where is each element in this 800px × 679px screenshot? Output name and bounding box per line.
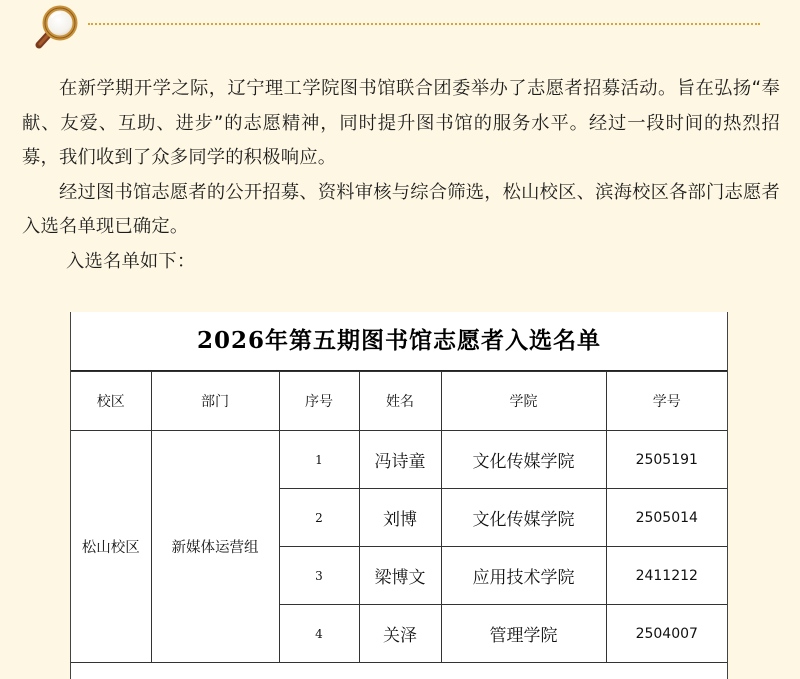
- name-cell: 刘博: [359, 489, 441, 547]
- header-seq: 序号: [279, 372, 359, 431]
- article-body: [22, 72, 780, 279]
- student-id-cell: 2505191: [606, 431, 727, 489]
- student-id-cell: 2504007: [606, 605, 727, 663]
- paragraph-selection: 经过图书馆志愿者的公开招募、资料审核与综合筛选，松山校区、滨海校区各部门志愿者入选名单现已确定。: [22, 181, 780, 237]
- student-id-cell: 2505014: [606, 489, 727, 547]
- name-cell: 冯诗童: [359, 431, 441, 489]
- header-department: 部门: [151, 372, 279, 431]
- paragraph-intro: 在新学期开学之际，辽宁理工学院图书馆联合团委举办了志愿者招募活动。旨在弘扬“奉献、友爱、互助、进步”的志愿精神，同时提升图书馆的服务水平。经过一段时间的热烈招募，我们收到了众多同学的积极响应。: [22, 78, 780, 168]
- header-student-id: 学号: [606, 372, 727, 431]
- magnifier-icon: [30, 4, 90, 56]
- table-header-row: [71, 372, 727, 431]
- seq-cell: 2: [279, 489, 359, 547]
- name-cell: 梁博文: [359, 547, 441, 605]
- table-title: 2026年第五期图书馆志愿者入选名单: [71, 312, 727, 371]
- roster-table: [71, 371, 727, 663]
- header-campus: 校区: [71, 372, 151, 431]
- college-cell: 文化传媒学院: [441, 431, 606, 489]
- table-row: [71, 431, 727, 489]
- section-header: [30, 4, 770, 54]
- volunteer-roster: [70, 312, 728, 679]
- name-cell: 关泽: [359, 605, 441, 663]
- header-name: 姓名: [359, 372, 441, 431]
- header-divider: [88, 23, 760, 25]
- campus-cell: 松山校区: [71, 431, 151, 663]
- seq-cell: 1: [279, 431, 359, 489]
- seq-cell: 3: [279, 547, 359, 605]
- college-cell: 文化传媒学院: [441, 489, 606, 547]
- college-cell: 管理学院: [441, 605, 606, 663]
- seq-cell: 4: [279, 605, 359, 663]
- student-id-cell: 2411212: [606, 547, 727, 605]
- college-cell: 应用技术学院: [441, 547, 606, 605]
- header-college: 学院: [441, 372, 606, 431]
- department-cell: 新媒体运营组: [151, 431, 279, 663]
- paragraph-list-lead: 入选名单如下：: [66, 250, 196, 272]
